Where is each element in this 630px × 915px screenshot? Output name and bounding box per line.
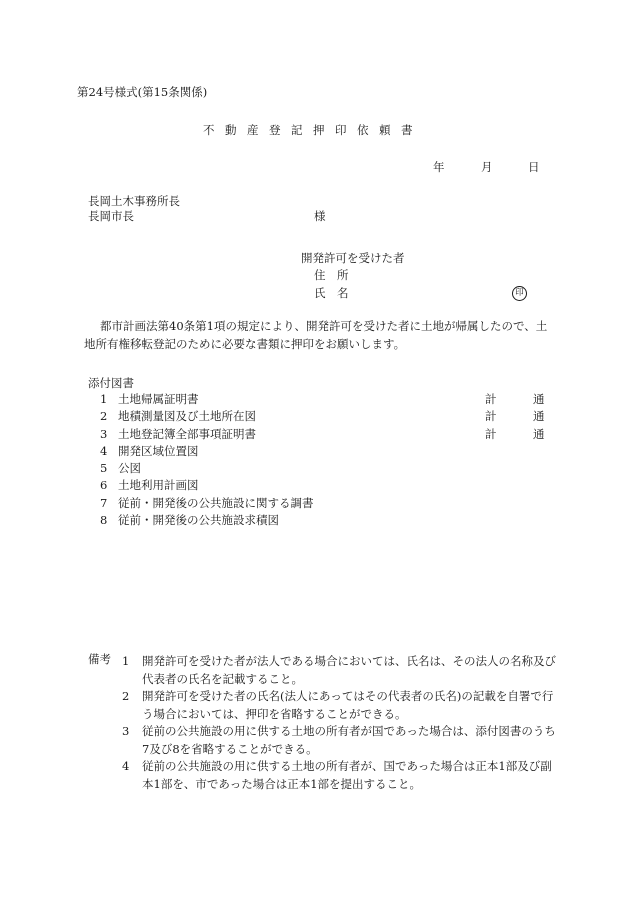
applicant-name-label: 氏 名 [314,286,349,300]
attachment-item [88,514,558,531]
attachment-number: 3 [100,426,108,441]
attachment-item [88,445,558,462]
request-body-line-2: 地所有権移転登記のために必要な書類に押印をお願いします。 [84,337,406,351]
date-day-label: 日 [528,160,540,174]
applicant-heading: 開発許可を受けた者 [301,251,405,265]
request-body-line-1: 都市計画法第40条第1項の規定により、開発許可を受けた者に土地が帰属したので、土 [100,319,548,333]
attachment-item [88,428,558,445]
document-title: 不動産登記押印依頼書 [203,123,423,137]
attachments-heading: 添付図書 [88,376,134,390]
remark-number: 3 [122,724,130,738]
attachment-name: 地積測量図及び土地所在図 [118,409,256,424]
attachment-item [88,462,558,479]
attachment-number: 2 [100,409,108,424]
attachments-list [88,393,558,531]
remark-item [122,758,562,793]
applicant-address-label: 住 所 [314,268,349,282]
addressee-honorific: 様 [314,209,326,223]
remark-number: 2 [122,689,130,703]
attachment-name: 従前・開発後の公共施設求積図 [118,513,279,528]
date-year-label: 年 [433,160,445,174]
attachment-total-label: 計 [485,426,497,441]
addressee-line-1: 長岡土木事務所長 [88,194,180,208]
remark-text: 従前の公共施設の用に供する土地の所有者が国であった場合は、添付図書のうち7及び8を省略することができる。 [142,724,556,756]
attachment-total-label: 計 [485,409,497,424]
attachment-name: 公図 [118,461,141,476]
attachment-copies-label: 通 [533,409,545,424]
attachment-number: 5 [100,461,108,476]
remarks-label: 備考 [88,652,111,666]
remark-item [122,723,562,758]
remark-item [122,653,562,688]
remark-text: 開発許可を受けた者が法人である場合においては、氏名は、その法人の名称及び代表者の氏名を記載すること。 [142,654,556,686]
attachment-copies-label: 通 [533,392,545,406]
attachment-item [88,410,558,427]
attachment-number: 1 [100,392,108,406]
attachment-number: 4 [100,443,108,458]
seal-mark: 印 [512,286,527,301]
remark-text: 開発許可を受けた者の氏名(法人にあってはその代表者の氏名)の記載を自署で行う場合においては、押印を省略することができる。 [142,689,554,721]
attachment-name: 開発区域位置図 [118,443,199,458]
attachment-name: 土地利用計画図 [118,478,199,493]
remark-text: 従前の公共施設の用に供する土地の所有者が、国であった場合は正本1部及び副本1部を、市であった場合は正本1部を提出すること。 [142,759,552,791]
attachment-copies-label: 通 [533,426,545,441]
request-body [84,317,558,353]
form-number: 第24号様式(第15条関係) [77,85,208,99]
attachment-number: 6 [100,478,108,493]
attachment-name: 従前・開発後の公共施設に関する調書 [118,495,314,510]
attachment-name: 土地登記簿全部事項証明書 [118,426,256,441]
remarks-list [122,653,562,793]
attachment-name: 土地帰属証明書 [118,392,199,406]
remark-number: 4 [122,759,130,773]
attachment-number: 8 [100,513,108,528]
remark-number: 1 [122,654,130,668]
attachment-item [88,393,558,410]
attachment-number: 7 [100,495,108,510]
attachment-item [88,497,558,514]
remark-item [122,688,562,723]
date-month-label: 月 [481,160,493,174]
attachment-total-label: 計 [485,392,497,406]
attachment-item [88,479,558,496]
addressee-line-2: 長岡市長 [88,209,134,223]
